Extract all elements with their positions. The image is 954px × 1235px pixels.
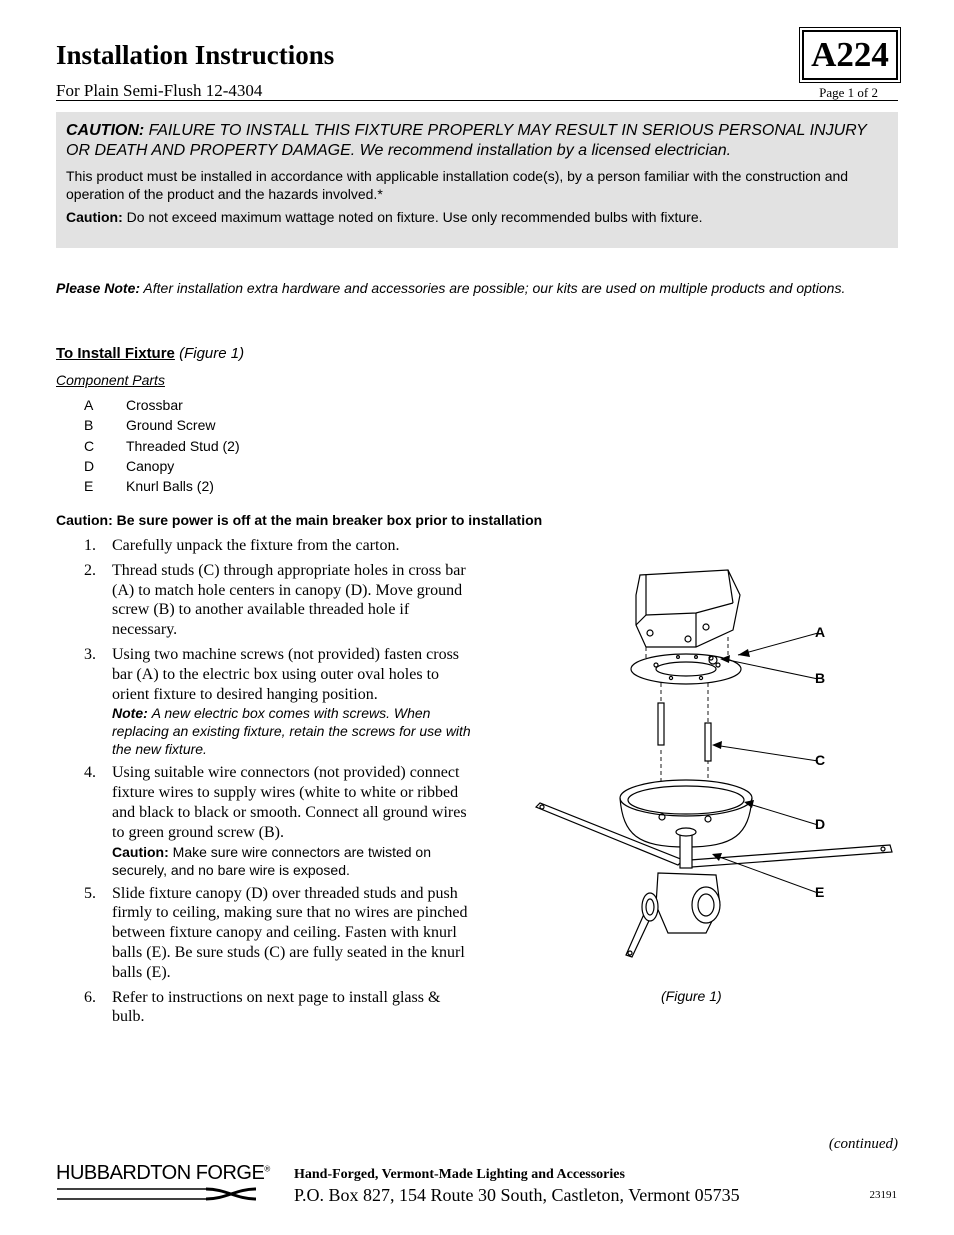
step-text: Refer to instructions on next page to install glass & bulb. — [112, 988, 441, 1026]
note-label: Please Note: — [56, 280, 141, 296]
please-note — [56, 278, 896, 298]
caution-label: CAUTION: — [66, 122, 145, 139]
step-caution-label: Caution: — [112, 843, 169, 860]
part-name: Canopy — [126, 457, 175, 474]
step-text: Slide fixture canopy (D) over threaded studs and push firmly to ceiling, making sure that no wires are pinched between fixture canopy and ceiling. Fasten with knurl balls (E). Be sure studs (C) are fully seated in the knurl balls (E). — [112, 884, 468, 981]
part-name: Knurl Balls (2) — [126, 478, 214, 495]
part-name: Threaded Stud (2) — [126, 437, 240, 454]
part-key: D — [84, 457, 95, 474]
step-item — [84, 988, 484, 1028]
part-key: B — [84, 417, 94, 434]
figure-label-d: D — [815, 816, 826, 832]
figure-label-c: C — [815, 752, 826, 768]
step-text: Carefully unpack the fixture from the carton. — [112, 537, 400, 554]
step-text: Thread studs (C) through appropriate holes in cross bar (A) to match hole centers in canopy (D). Move ground screw (B) to another available threaded hole if necessary. — [112, 561, 466, 639]
step-note — [112, 704, 476, 758]
breaker-caution: Caution: Be sure power is off at the main breaker box prior to installation — [56, 512, 543, 528]
step-number: 1. — [84, 537, 96, 554]
logo-mark-icon — [56, 1162, 266, 1206]
step-caution-text: Make sure wire connectors are twisted on securely, and no bare wire is exposed. — [112, 843, 431, 878]
part-item — [84, 438, 240, 458]
caution-code-text: This product must be installed in accordance with applicable installation code(s), by a person familiar with the construction and operation of the product and the hazards involved.* — [66, 168, 849, 202]
part-item — [84, 417, 240, 437]
step-item — [84, 763, 484, 878]
step-note-text: A new electric box comes with screws. When replacing an existing fixture, retain the screws for use with the new fixture. — [112, 705, 471, 758]
logo-wordmark: HUBBARDTON FORGE® — [56, 1162, 270, 1184]
continued-note: (continued) — [828, 1136, 898, 1152]
fixture-diagram — [528, 555, 898, 970]
step-text: Using two machine screws (not provided) fasten cross bar (A) to the electric box using outer oval holes to orient fixture to desired hanging position. — [112, 645, 460, 703]
step-note-label: Note: — [112, 705, 148, 722]
page-title: Installation Instructions — [56, 40, 335, 70]
note-text: After installation extra hardware and accessories are possible; our kits are used on multiple products and options. — [143, 280, 846, 296]
footer-address: P.O. Box 827, 154 Route 30 South, Castleton, Vermont 05735 — [294, 1185, 740, 1205]
figure-label-b: B — [815, 670, 826, 686]
step-number: 3. — [84, 645, 96, 663]
step-caution — [112, 843, 476, 879]
caution-box — [56, 112, 898, 248]
step-item — [84, 884, 484, 983]
step-item — [84, 561, 484, 640]
part-key: E — [84, 478, 94, 495]
caution-main — [66, 121, 881, 161]
part-item — [84, 458, 240, 478]
install-heading-text: To Install Fixture — [56, 345, 175, 362]
step-number: 5. — [84, 884, 96, 902]
document-number: 23191 — [869, 1189, 897, 1201]
step-number: 6. — [84, 988, 96, 1006]
component-parts-list — [84, 397, 240, 498]
install-figure-ref: (Figure 1) — [179, 345, 245, 362]
step-item — [84, 536, 484, 556]
document-id-box: A224 — [802, 30, 898, 80]
component-parts-heading: Component Parts — [56, 372, 165, 388]
header-rule — [56, 100, 898, 101]
product-subtitle: For Plain Semi-Flush 12-4304 — [56, 81, 263, 100]
wattage-label: Caution: — [66, 209, 123, 225]
step-number: 4. — [84, 764, 96, 782]
part-name: Crossbar — [126, 397, 183, 413]
figure-label-e: E — [815, 884, 825, 900]
footer-tagline: Hand-Forged, Vermont-Made Lighting and Accessories — [294, 1167, 625, 1182]
install-heading — [56, 345, 244, 362]
part-name: Ground Screw — [126, 417, 216, 434]
electric-box-drawing — [636, 570, 740, 647]
step-text: Using suitable wire connectors (not provided) connect fixture wires to supply wires (white to white or ribbed and black to black or smooth. Connect all ground wires to green ground screw (B). — [112, 764, 467, 841]
hubbardton-forge-logo — [56, 1162, 270, 1206]
step-item — [84, 645, 484, 758]
part-item — [84, 478, 240, 498]
step-number: 2. — [84, 561, 96, 579]
caution-main-text: FAILURE TO INSTALL THIS FIXTURE PROPERLY MAY RESULT IN SERIOUS PERSONAL INJURY OR DEATH AND PROPERTY DAMAGE. We recommend installation by a licensed electrician. — [66, 122, 867, 159]
page-indicator: Page 1 of 2 — [819, 85, 878, 100]
install-steps — [84, 536, 484, 1032]
caution-wattage — [66, 208, 876, 226]
part-key: A — [84, 397, 94, 413]
wattage-text: Do not exceed maximum wattage noted on fixture. Use only recommended bulbs with fixture. — [126, 209, 703, 225]
part-key: C — [84, 437, 95, 454]
part-item — [84, 397, 240, 417]
figure-label-a: A — [815, 624, 826, 640]
threaded-studs-drawing — [658, 703, 711, 761]
figure-caption: (Figure 1) — [661, 988, 722, 1004]
